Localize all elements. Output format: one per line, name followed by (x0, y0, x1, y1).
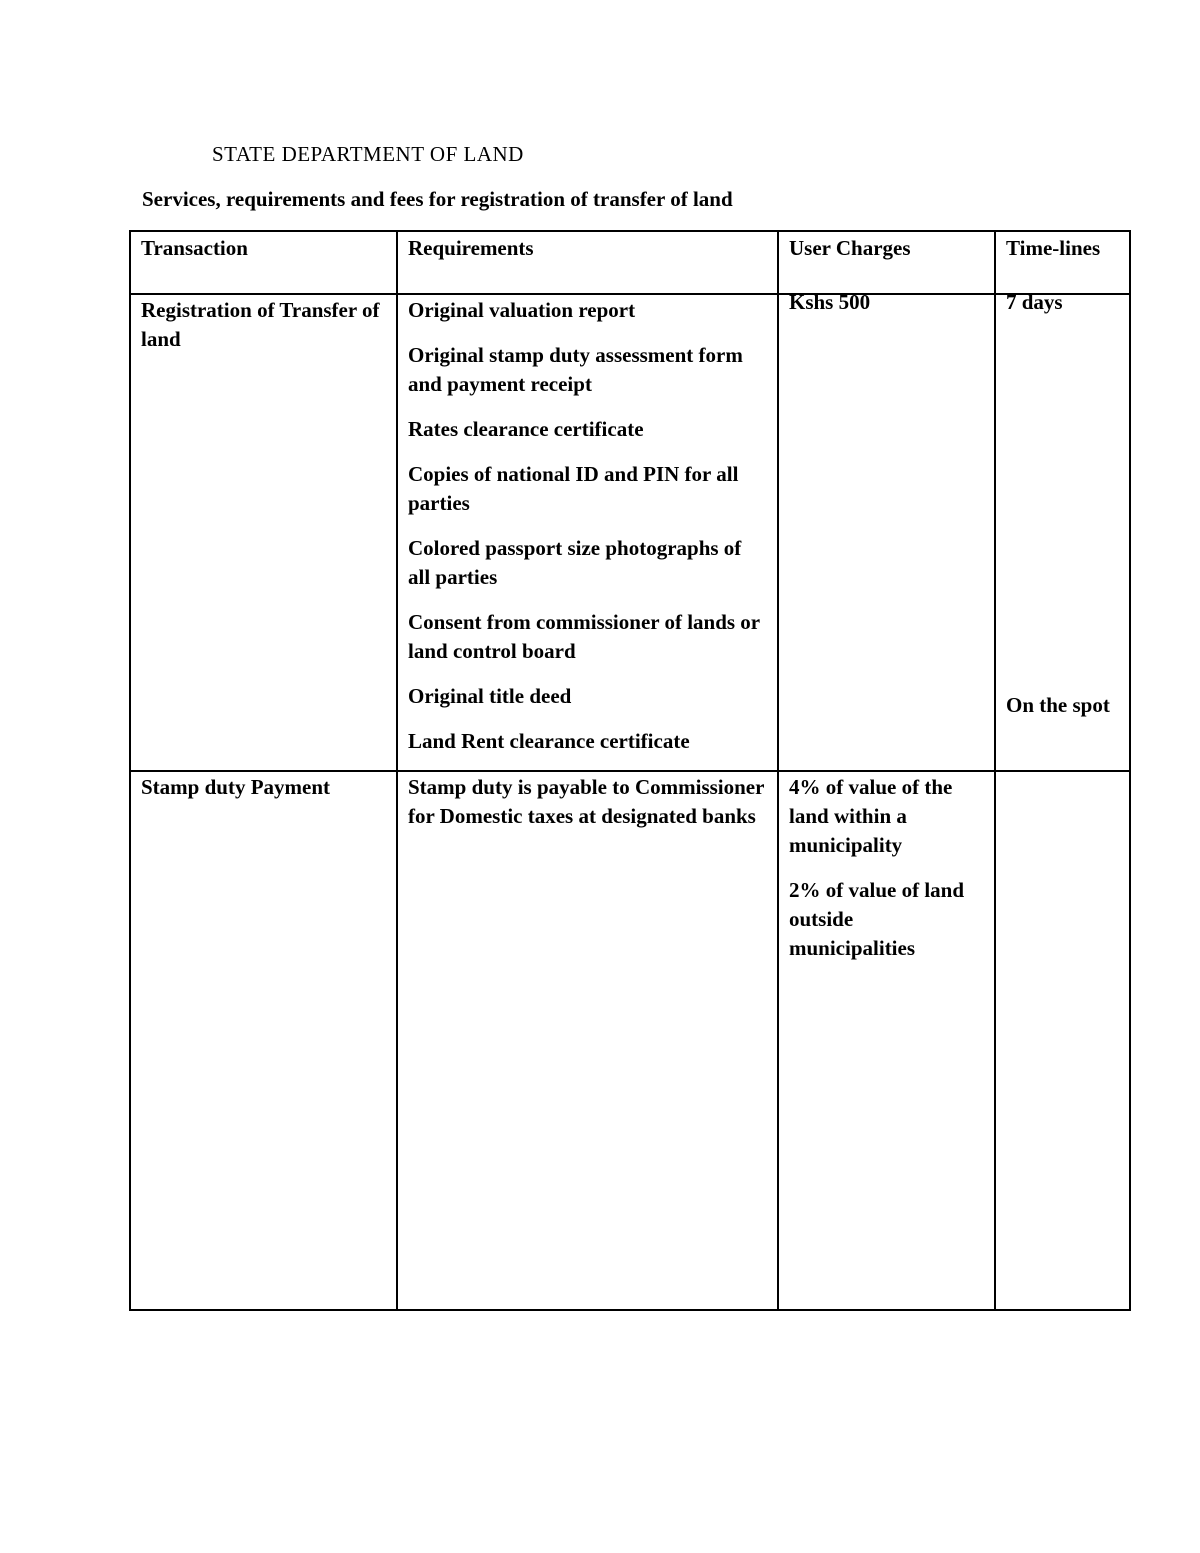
requirement-item: Copies of national ID and PIN for all parties (408, 462, 739, 515)
requirements-cell (397, 771, 778, 1310)
table-row (130, 294, 1130, 771)
transaction-cell: Registration of Transfer of land (130, 294, 397, 771)
fees-table (129, 230, 1131, 1311)
requirement-item: Original valuation report (408, 298, 636, 322)
document-title: STATE DEPARTMENT OF LAND (212, 142, 524, 166)
user-charges-cell (778, 290, 995, 771)
time-lines-value: 7 days (1006, 290, 1063, 314)
user-charges-cell (778, 771, 995, 1310)
requirement-item: Stamp duty is payable to Commissioner for Domestic taxes at designated banks (408, 775, 765, 828)
requirement-item: Rates clearance certificate (408, 417, 644, 441)
table-row (130, 771, 1130, 1310)
user-charge-item: Kshs 500 (789, 290, 871, 314)
transaction-cell: Stamp duty Payment (130, 771, 397, 1310)
requirement-item: Original stamp duty assessment form and payment receipt (408, 343, 743, 396)
document-subtitle: Services, requirements and fees for registration of transfer of land (142, 187, 733, 211)
user-charge-item: 4% of value of the land within a municipality (789, 775, 953, 857)
requirements-cell (397, 294, 778, 771)
header-time-lines: Time-lines (995, 231, 1130, 294)
header-user-charges: User Charges (778, 231, 995, 294)
requirement-item: Land Rent clearance certificate (408, 729, 690, 753)
time-lines-cell (995, 693, 1130, 1310)
header-transaction: Transaction (130, 231, 397, 294)
requirement-item: Colored passport size photographs of all parties (408, 536, 742, 589)
requirement-item: Original title deed (408, 684, 572, 708)
table-header-row (130, 231, 1130, 294)
header-requirements: Requirements (397, 231, 778, 294)
requirement-item: Consent from commissioner of lands or land control board (408, 610, 760, 663)
user-charge-item: 2% of value of land outside municipalities (789, 878, 965, 960)
time-lines-value: On the spot (1006, 693, 1110, 717)
